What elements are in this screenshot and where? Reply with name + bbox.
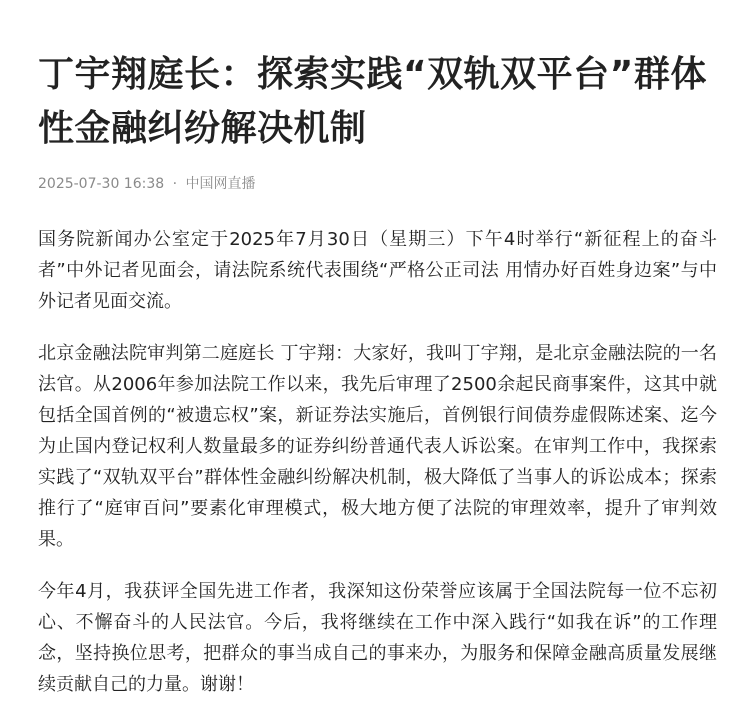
article-title: 丁宇翔庭长：探索实践“双轨双平台”群体性金融纠纷解决机制 — [38, 54, 707, 149]
article-paragraph: 今年4月，我获评全国先进工作者，我深知这份荣誉应该属于全国法院每一位不忘初心、不懈奋斗的人民法官。今后，我将继续在工作中深入践行“如我在诉”的工作理念，坚持换位思考，把群众的事当成自己的事来办，为服务和保障金融高质量发展继续贡献自己的力量。谢谢！ — [38, 581, 717, 695]
meta-separator: · — [172, 176, 178, 192]
publish-datetime: 2025-07-30 16:38 — [38, 176, 165, 192]
article-body — [38, 224, 717, 700]
article-meta — [38, 174, 717, 194]
article-paragraph: 国务院新闻办公室定于2025年7月30日（星期三）下午4时举行“新征程上的奋斗者”中外记者见面会，请法院系统代表围绕“严格公正司法 用情办好百姓身边案”与中外记者见面交流。 — [38, 229, 717, 312]
article-paragraph: 北京金融法院审判第二庭庭长 丁宇翔：大家好，我叫丁宇翔，是北京金融法院的一名法官。从2006年参加法院工作以来，我先后审理了2500余起民商事案件，这其中就包括全国首例的“被遗忘权”案，新证券法实施后，首例银行间债券虚假陈述案、迄今为止国内登记权利人数量最多的证券纠纷普通代表人诉讼案。在审判工作中，我探索实践了“双轨双平台”群体性金融纠纷解决机制，极大降低了当事人的诉讼成本；探索推行了“庭审百问”要素化审理模式，极大地方便了法院的审理效率，提升了审判效果。 — [38, 343, 717, 550]
article-source[interactable]: 中国网直播 — [185, 176, 256, 192]
